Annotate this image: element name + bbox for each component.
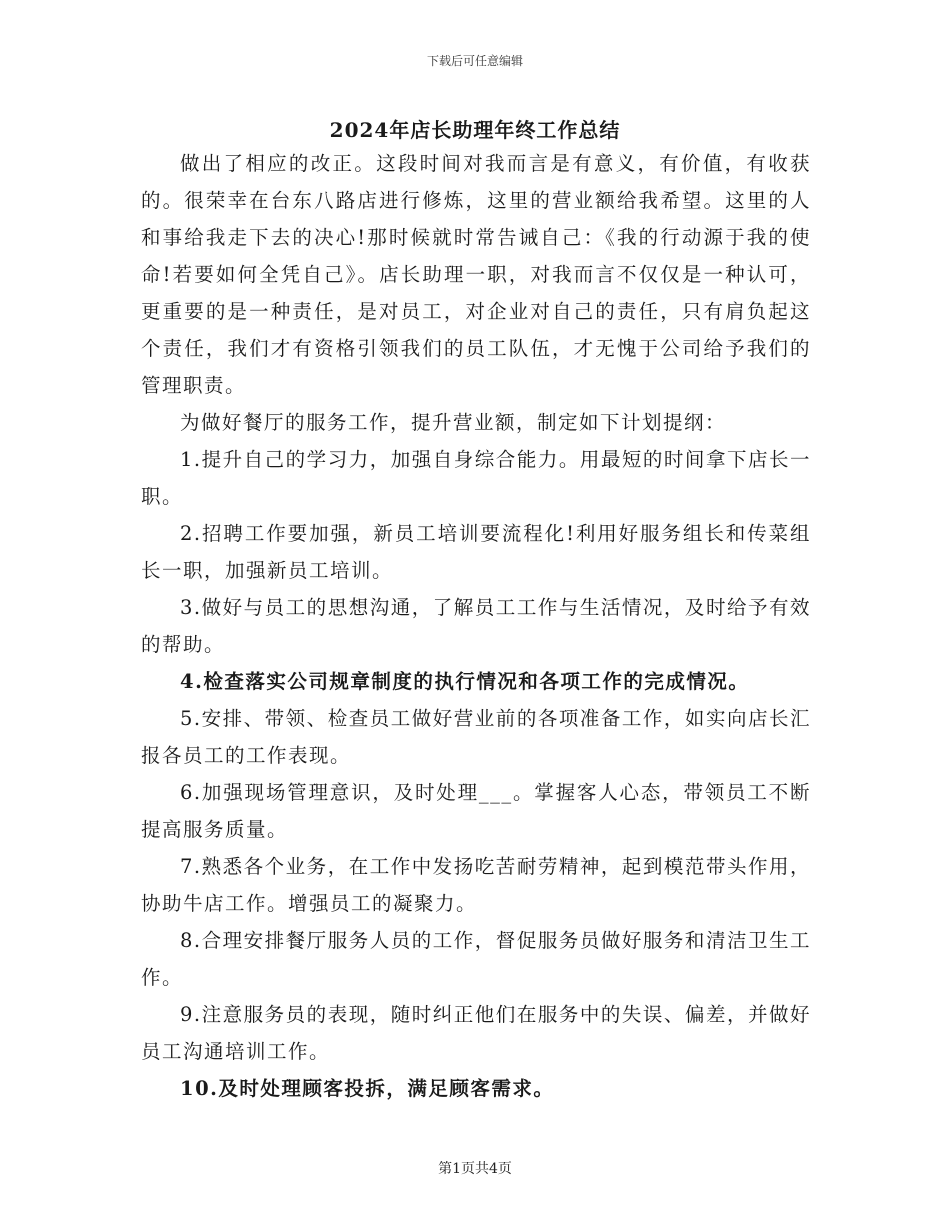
- document-body: [141, 145, 811, 1107]
- list-item: 1.提升自己的学习力，加强自身综合能力。用最短的时间拿下店长一职。: [141, 448, 811, 508]
- document-title: 2024年店长助理年终工作总结: [329, 118, 621, 142]
- list-item: 10.及时处理顾客投拆，满足顾客需求。: [180, 1077, 555, 1100]
- page-number: 第1页共4页: [438, 1161, 512, 1177]
- list-item: 4.检查落实公司规章制度的执行情况和各项工作的完成情况。: [180, 670, 750, 693]
- list-item: 3.做好与员工的思想沟通，了解员工工作与生活情况，及时给予有效的帮助。: [141, 596, 811, 656]
- list-item: 2.招聘工作要加强，新员工培训要流程化!利用好服务组长和传菜组长一职，加强新员工培训。: [141, 522, 811, 582]
- list-item: 6.加强现场管理意识，及时处理___。掌握客人心态，带领员工不断提高服务质量。: [141, 781, 811, 841]
- list-item: 8.合理安排餐厅服务人员的工作，督促服务员做好服务和清洁卫生工作。: [141, 929, 811, 989]
- paragraph: 做出了相应的改正。这段时间对我而言是有意义，有价值，有收获的。很荣幸在台东八路店进行修炼，这里的营业额给我希望。这里的人和事给我走下去的决心!那时候就时常告诫自己：《我的行动源于我的使命!若要如何全凭自己》。店长助理一职，对我而言不仅仅是一种认可，更重要的是一种责任，是对员工，对企业对自己的责任，只有肩负起这个责任，我们才有资格引领我们的员工队伍，才无愧于公司给予我们的管理职责。: [141, 152, 811, 397]
- list-item: 9.注意服务员的表现，随时纠正他们在服务中的失误、偏差，并做好员工沟通培训工作。: [141, 1003, 811, 1063]
- list-item: 7.熟悉各个业务，在工作中发扬吃苦耐劳精神，起到模范带头作用，协助牛店工作。增强员工的凝聚力。: [141, 855, 811, 915]
- header-note: 下载后可任意编辑: [426, 54, 523, 68]
- list-item: 5.安排、带领、检查员工做好营业前的各项准备工作，如实向店长汇报各员工的工作表现。: [141, 707, 811, 767]
- paragraph: 为做好餐厅的服务工作，提升营业额，制定如下计划提纲：: [180, 411, 727, 434]
